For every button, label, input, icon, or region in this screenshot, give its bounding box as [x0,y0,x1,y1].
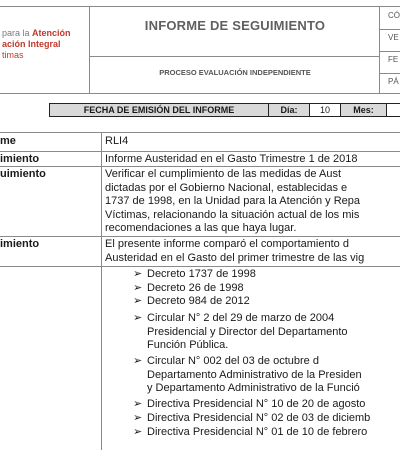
bullet-arrow-icon: ➢ [133,412,143,424]
logo-line-1: para la Atención [2,28,71,38]
logo-line-3: timas [2,50,24,60]
bullet-arrow-icon: ➢ [133,312,143,324]
document-title: INFORME DE SEGUIMIENTO [144,18,326,33]
table-row-border [0,266,400,267]
norm-item: Circular N° 2 del 29 de marzo de 2004 [147,312,335,324]
objective-line: Víctimas, relacionando la situación actual de los mis [105,208,360,221]
logo-line-2: ación Integral [2,39,61,49]
norm-item: Directiva Presidencial N° 02 de 03 de diciemb [147,412,371,424]
bullet-arrow-icon: ➢ [133,398,143,410]
norm-item: Decreto 1737 de 1998 [147,268,256,280]
scope-line: Austeridad en el Gasto del primer trimestre de las vig [105,251,365,264]
emission-date-label: FECHA DE EMISIÓN DEL INFORME [50,104,268,116]
objective-line: dictadas por el Gobierno Nacional, establecidas e [105,181,348,194]
norm-item: Decreto 984 de 2012 [147,295,250,307]
report-code-value: RLI4 [105,135,129,147]
objective-line: Verificar el cumplimiento de las medidas de Aust [105,168,342,180]
norm-item-continuation: y Departamento Administrativo de la Funció [147,382,360,394]
header-side-label-date: FE [388,55,399,64]
objective-line: recomendaciones a las que haya lugar. [105,222,297,234]
norm-item-continuation: Departamento Administrativo de la Presiden [147,368,362,381]
day-value: 10 [319,105,330,115]
table-row-border [0,132,400,133]
objective-line: 1737 de 1998, en la Unidad para la Atención y Repa [105,195,361,207]
row-label-name: me [0,135,16,147]
norm-item: Directiva Presidencial N° 01 de 10 de febrero [147,426,368,438]
table-row-border [0,236,400,237]
row-label-scope: imiento [0,238,40,250]
bullet-arrow-icon: ➢ [133,355,143,367]
bullet-arrow-icon: ➢ [133,281,143,294]
norm-item: Directiva Presidencial N° 10 de 20 de agosto [147,398,366,410]
process-subtitle: PROCESO EVALUACIÓN INDEPENDIENTE [159,68,311,77]
day-label: Día: [269,104,309,116]
row-label-follow-up-name: imiento [0,153,40,165]
scope-line: El presente informe comparó el comportamiento d [105,238,349,250]
norm-item: Circular N° 002 del 03 de octubre d [147,355,319,367]
table-column-divider [101,132,102,450]
norm-item-continuation: Función Pública. [147,339,229,351]
norm-item-continuation: Presidencial y Director del Departamento [147,325,348,338]
month-label: Mes: [341,104,386,116]
report-name-value: Informe Austeridad en el Gasto Trimestre 1 de 2018 [105,153,358,165]
row-label-objective: uimiento [0,168,46,180]
header-side-label-page: PÁ [388,77,399,86]
norm-item: Decreto 26 de 1998 [147,281,244,294]
organization-logo [2,28,88,61]
header-side-label-code: CÓ [388,11,400,20]
header-side-label-version: VE [388,33,399,42]
table-row-border [0,151,400,152]
bullet-arrow-icon: ➢ [133,426,143,438]
bullet-arrow-icon: ➢ [133,295,143,307]
emission-date-bar [49,103,400,117]
bullet-arrow-icon: ➢ [133,268,143,280]
